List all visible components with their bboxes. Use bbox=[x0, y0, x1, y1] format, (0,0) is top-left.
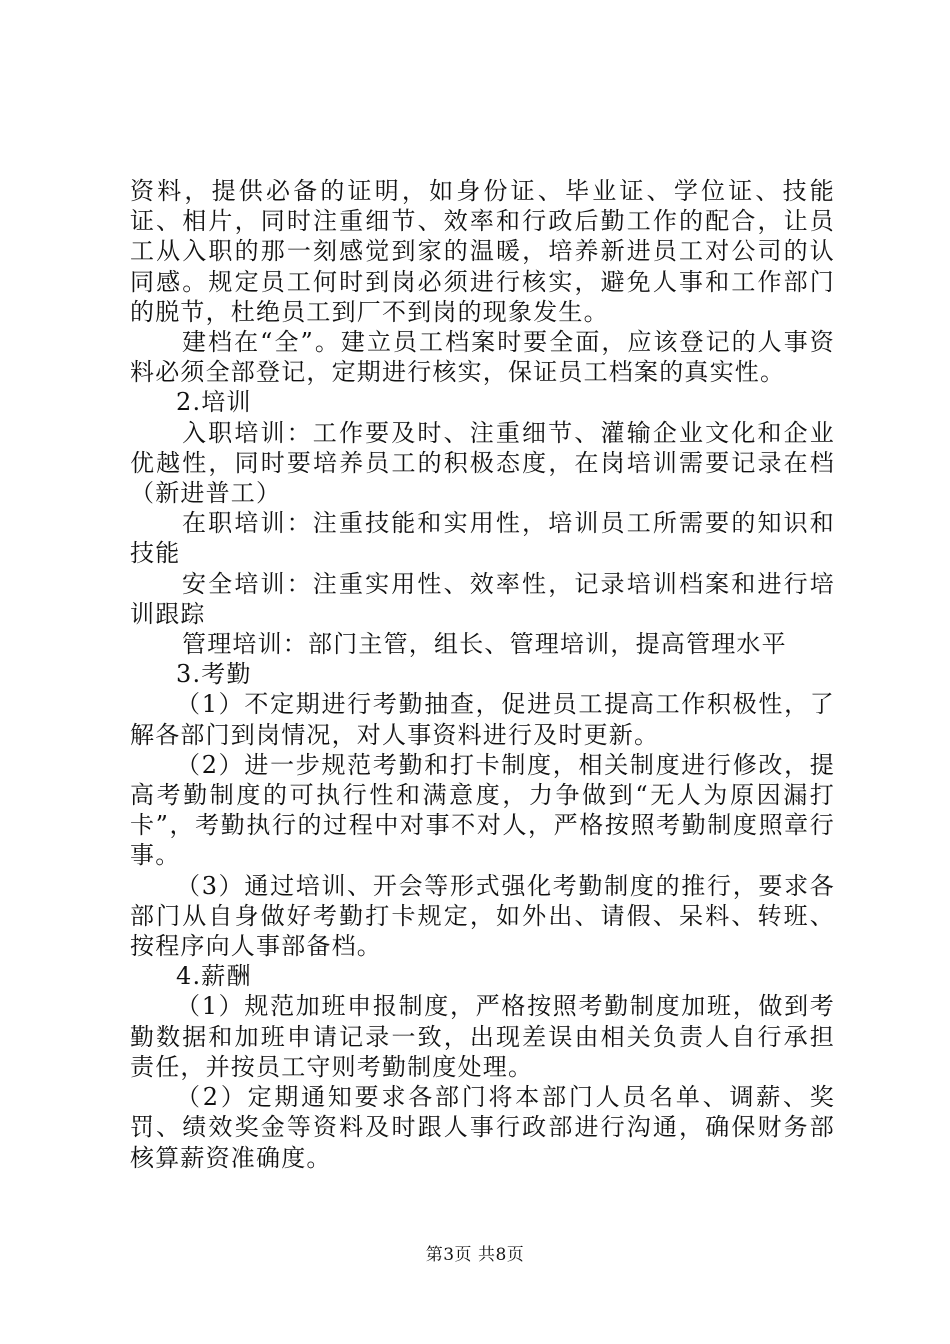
paragraph-salary-2: （2）定期通知要求各部门将本部门人员名单、调薪、奖罚、绩效奖金等资料及时跟人事行政部进行沟通，确保财务部核算薪资准确度。 bbox=[130, 1083, 835, 1172]
document-body bbox=[130, 176, 835, 1173]
section-heading-attendance: 3.考勤 bbox=[176, 660, 252, 689]
paragraph-salary-1: （1）规范加班申报制度，严格按照考勤制度加班，做到考勤数据和加班申请记录一致，出现差误由相关负责人自行承担责任，并按员工守则考勤制度处理。 bbox=[130, 992, 835, 1081]
paragraph-archive-complete: 建档在“全”。建立员工档案时要全面，应该登记的人事资料必须全部登记，定期进行核实，保证员工档案的真实性。 bbox=[130, 328, 835, 387]
page-number-footer: 第3页 共8页 bbox=[425, 1245, 525, 1265]
section-heading-training: 2.培训 bbox=[176, 388, 252, 417]
paragraph-attendance-1: （1）不定期进行考勤抽查，促进员工提高工作积极性，了解各部门到岗情况，对人事资料进行及时更新。 bbox=[130, 690, 835, 749]
paragraph-onboarding-continued: 资料，提供必备的证明，如身份证、毕业证、学位证、技能证、相片，同时注重细节、效率和行政后勤工作的配合，让员工从入职的那一刻感觉到家的温暖，培养新进员工对公司的认同感。规定员工何时到岗必须进行核实，避免人事和工作部门的脱节，杜绝员工到厂不到岗的现象发生。 bbox=[130, 177, 835, 326]
paragraph-safety-training: 安全培训：注重实用性、效率性，记录培训档案和进行培训跟踪 bbox=[130, 569, 835, 628]
paragraph-management-training: 管理培训：部门主管，组长、管理培训，提高管理水平 bbox=[182, 630, 787, 659]
paragraph-attendance-3: （3）通过培训、开会等形式强化考勤制度的推行，要求各部门从自身做好考勤打卡规定，如外出、请假、呆料、转班、按程序向人事部备档。 bbox=[130, 871, 835, 961]
paragraph-attendance-2: （2）进一步规范考勤和打卡制度，相关制度进行修改，提高考勤制度的可执行性和满意度，力争做到“无人为原因漏打卡”，考勤执行的过程中对事不对人，严格按照考勤制度照章行事。 bbox=[130, 750, 835, 870]
section-heading-salary: 4.薪酬 bbox=[176, 962, 252, 991]
paragraph-on-job-training: 在职培训：注重技能和实用性，培训员工所需要的知识和技能 bbox=[130, 509, 835, 568]
paragraph-induction-training: 入职培训：工作要及时、注重细节、灌输企业文化和企业优越性，同时要培养员工的积极态度，在岗培训需要记录在档（新进普工） bbox=[130, 418, 835, 508]
